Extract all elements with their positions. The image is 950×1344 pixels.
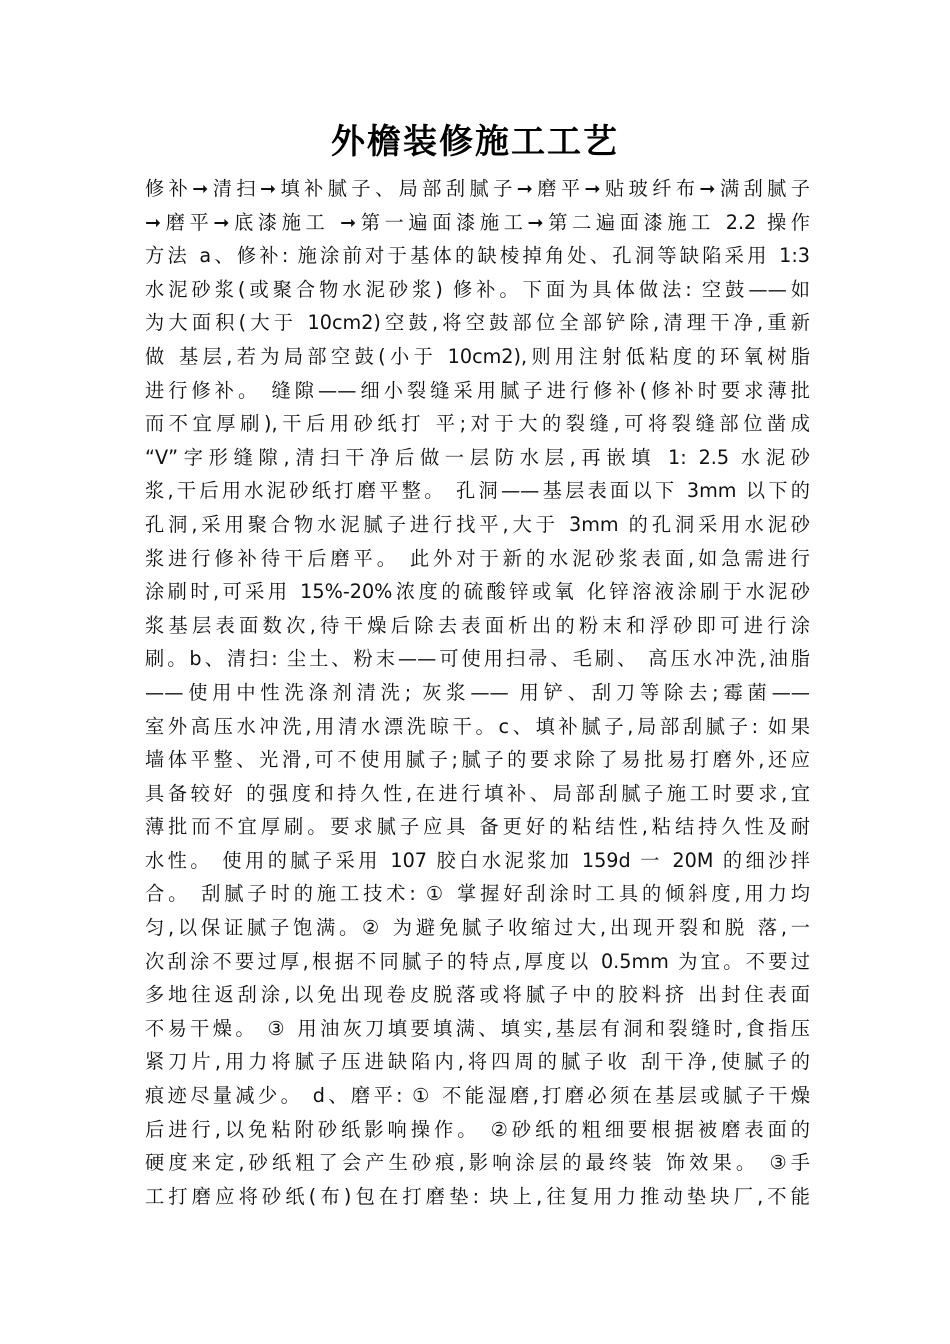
- body-line: ——使用中性洗涤剂清洗; 灰浆—— 用铲、刮刀等除去;霉菌——: [145, 680, 810, 704]
- document-title: 外檐装修施工工艺: [331, 122, 619, 162]
- body-line: 不易干燥。 ③ 用油灰刀填要填满、填实,基层有洞和裂缝时,食指压: [145, 1016, 810, 1040]
- body-line: 薄批而不宜厚刷。要求腻子应具 备更好的粘结性,粘结持久性及耐: [145, 815, 810, 839]
- body-line: 水性。 使用的腻子采用 107 胶白水泥浆加 159d 一 20M 的细沙拌: [145, 848, 810, 872]
- body-line: 浆进行修补待干后磨平。 此外对于新的水泥砂浆表面,如急需进行: [145, 546, 810, 570]
- document-body: [145, 172, 810, 1213]
- body-line: 室外高压水冲洗,用清水漂洗晾干。c、填补腻子,局部刮腻子: 如果: [145, 714, 810, 738]
- body-line: 水泥砂浆(或聚合物水泥砂浆) 修补。下面为具体做法: 空鼓——如: [145, 277, 810, 301]
- body-line: ➞磨平➞底漆施工 ➞第一遍面漆施工➞第二遍面漆施工 2.2 操作: [145, 210, 810, 234]
- body-line: 痕迹尽量减少。 d、磨平: ① 不能湿磨,打磨必须在基层或腻子干燥: [145, 1084, 810, 1108]
- body-line: 工打磨应将砂纸(布)包在打磨垫: 块上,往复用力推动垫块厂,不能: [145, 1184, 810, 1208]
- body-line: 刷。b、清扫: 尘土、粉末——可使用扫帚、毛刷、 高压水冲洗,油脂: [145, 647, 810, 671]
- body-line: 做 基层,若为局部空鼓(小于 10cm2),则用注射低粘度的环氧树脂: [145, 344, 810, 368]
- body-line: 次刮涂不要过厚,根据不同腻子的特点,厚度以 0.5mm 为宜。不要过: [145, 949, 810, 973]
- body-line: 硬度来定,砂纸粗了会产生砂痕,影响涂层的最终装 饰效果。 ③手: [145, 1151, 810, 1175]
- body-line: 浆,干后用水泥砂纸打磨平整。 孔洞——基层表面以下 3mm 以下的: [145, 479, 810, 503]
- body-line: 而不宜厚刷),干后用砂纸打 平;对于大的裂缝,可将裂缝部位凿成: [145, 412, 810, 436]
- body-line: 具备较好 的强度和持久性,在进行填补、局部刮腻子施工时要求,宜: [145, 781, 810, 805]
- body-line: 紧刀片,用力将腻子压进缺陷内,将四周的腻子收 刮干净,使腻子的: [145, 1050, 810, 1074]
- body-line: 合。 刮腻子时的施工技术: ① 掌握好刮涂时工具的倾斜度,用力均: [145, 882, 810, 906]
- body-line: 修补➞清扫➞填补腻子、局部刮腻子➞磨平➞贴玻纤布➞满刮腻子: [145, 177, 810, 200]
- body-line: 为大面积(大于 10cm2)空鼓,将空鼓部位全部铲除,清理干净,重新: [145, 311, 810, 335]
- body-line: 浆基层表面数次,待干燥后除去表面析出的粉末和浮砂即可进行涂: [145, 613, 810, 637]
- body-line: 墙体平整、光滑,可不使用腻子;腻子的要求除了易批易打磨外,还应: [145, 748, 810, 772]
- body-line: 后进行,以免粘附砂纸影响操作。 ②砂纸的粗细要根据被磨表面的: [145, 1117, 810, 1141]
- body-line: 方法 a、修补: 施涂前对于基体的缺棱掉角处、孔洞等缺陷采用 1:3: [145, 244, 810, 268]
- body-line: 涂刷时,可采用 15%-20%浓度的硫酸锌或氧 化锌溶液涂刷于水泥砂: [145, 580, 810, 604]
- body-line: 多地往返刮涂,以免出现卷皮脱落或将腻子中的胶料挤 出封住表面: [145, 983, 810, 1007]
- body-line: 匀,以保证腻子饱满。② 为避免腻子收缩过大,出现开裂和脱 落,一: [145, 916, 810, 940]
- body-line: 进行修补。 缝隙——细小裂缝采用腻子进行修补(修补时要求薄批: [145, 378, 810, 402]
- body-line: “V”字形缝隙,清扫干净后做一层防水层,再嵌填 1: 2.5 水泥砂: [145, 445, 810, 469]
- body-line: 孔洞,采用聚合物水泥腻子进行找平,大于 3mm 的孔洞采用水泥砂: [145, 512, 810, 536]
